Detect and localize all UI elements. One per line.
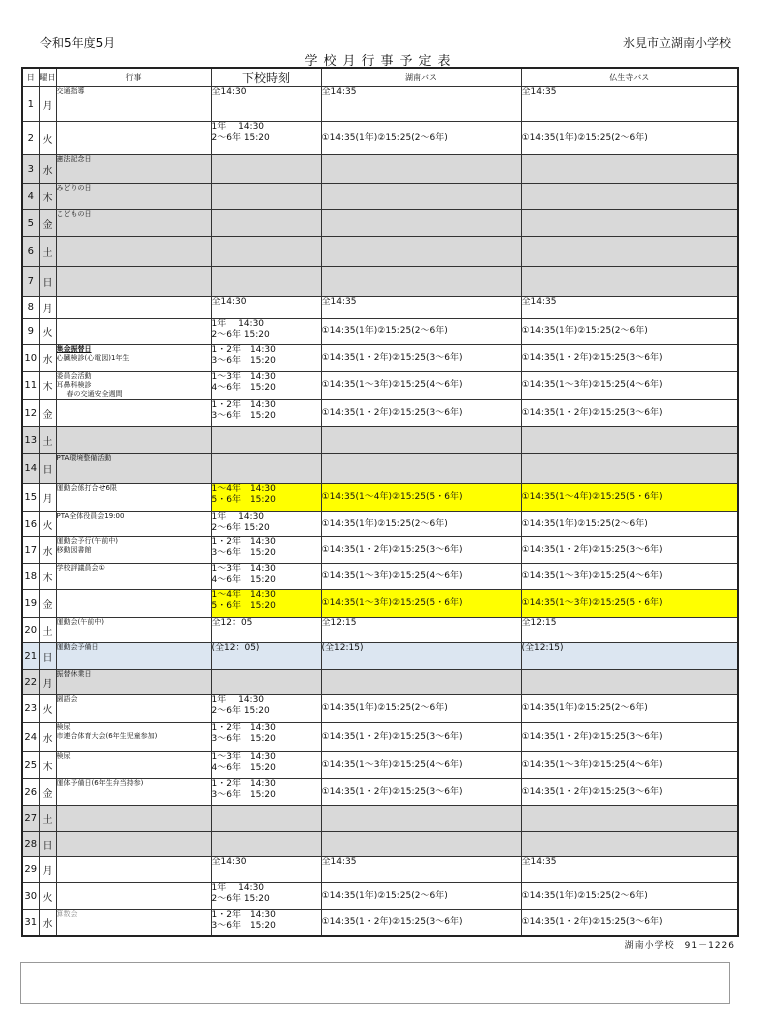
weekday-cell: 水 (39, 910, 56, 936)
bus-busshoji-cell: ①14:35(1～3年)②15:25(4～6年) (521, 752, 738, 779)
bus-busshoji-cell (521, 210, 738, 237)
weekday-cell: 火 (39, 695, 56, 723)
bus-konan-cell (321, 427, 521, 454)
bus-busshoji-cell: ①14:35(1・2年)②15:25(3～6年) (521, 779, 738, 806)
day-cell: 26 (22, 779, 39, 806)
weekday-cell: 金 (39, 400, 56, 427)
weekday-cell: 水 (39, 345, 56, 372)
event-cell (56, 910, 211, 936)
weekday-cell: 水 (39, 155, 56, 184)
day-cell: 12 (22, 400, 39, 427)
table-row (22, 512, 738, 537)
bus-konan-cell: ①14:35(1年)②15:25(2～6年) (321, 512, 521, 537)
weekday-cell: 土 (39, 618, 56, 643)
schedule-body (22, 87, 738, 936)
table-row (22, 752, 738, 779)
bus-busshoji-cell (521, 427, 738, 454)
col-event: 行事 (56, 68, 211, 87)
col-weekday: 曜日 (39, 68, 56, 87)
bus-busshoji-cell: 全12:15 (521, 618, 738, 643)
table-row (22, 723, 738, 752)
day-cell: 22 (22, 670, 39, 695)
weekday-cell: 火 (39, 883, 56, 910)
event-text: PTA環境整備活動 (56, 454, 112, 462)
dismissal-cell (211, 237, 321, 267)
event-text: 運体予備日(6年生弁当持参) (56, 779, 144, 787)
table-row (22, 400, 738, 427)
schedule-table (21, 67, 739, 937)
footer-note: 湖南小学校 91－1226 (624, 941, 735, 951)
table-row (22, 484, 738, 512)
dismissal-cell: 1～3年 14:30 4～6年 15:20 (211, 372, 321, 400)
table-row (22, 122, 738, 155)
table-row (22, 883, 738, 910)
weekday-cell: 日 (39, 832, 56, 857)
bus-konan-cell (321, 237, 521, 267)
weekday-cell: 水 (39, 723, 56, 752)
day-cell: 15 (22, 484, 39, 512)
bus-busshoji-cell: ①14:35(1年)②15:25(2～6年) (521, 122, 738, 155)
day-cell: 30 (22, 883, 39, 910)
table-row (22, 87, 738, 122)
bus-busshoji-cell: ①14:35(1・2年)②15:25(3～6年) (521, 537, 738, 564)
event-text: 心臓検診(心電図)1年生 (56, 354, 130, 362)
event-cell (56, 122, 211, 155)
bus-busshoji-cell: (全12:15) (521, 643, 738, 670)
table-row (22, 427, 738, 454)
dismissal-cell: 1年 14:30 2～6年 15:20 (211, 695, 321, 723)
bus-busshoji-cell: ①14:35(1・2年)②15:25(3～6年) (521, 400, 738, 427)
weekday-cell: 木 (39, 372, 56, 400)
event-text: 運動会予行(午前中) (56, 537, 118, 545)
weekday-cell: 木 (39, 564, 56, 590)
dismissal-cell (211, 832, 321, 857)
event-text: 検尿 (56, 723, 71, 731)
day-cell: 24 (22, 723, 39, 752)
bus-konan-cell: 全14:35 (321, 857, 521, 883)
bus-busshoji-cell: ①14:35(1～4年)②15:25(5・6年) (521, 484, 738, 512)
bus-konan-cell: (全12:15) (321, 643, 521, 670)
event-text: 算数会 (56, 910, 78, 918)
bus-busshoji-cell: ①14:35(1年)②15:25(2～6年) (521, 695, 738, 723)
dismissal-cell: 1～3年 14:30 4～6年 15:20 (211, 752, 321, 779)
col-day: 日 (22, 68, 39, 87)
event-cell (56, 454, 211, 484)
day-cell: 17 (22, 537, 39, 564)
bus-konan-cell (321, 155, 521, 184)
event-cell (56, 590, 211, 618)
dismissal-cell: 1年 14:30 2～6年 15:20 (211, 512, 321, 537)
dismissal-cell (211, 184, 321, 210)
weekday-cell: 木 (39, 752, 56, 779)
bus-konan-cell: ①14:35(1年)②15:25(2～6年) (321, 122, 521, 155)
weekday-cell: 月 (39, 297, 56, 319)
bus-busshoji-cell: ①14:35(1・2年)②15:25(3～6年) (521, 345, 738, 372)
bus-busshoji-cell: ①14:35(1年)②15:25(2～6年) (521, 319, 738, 345)
bus-konan-cell: ①14:35(1年)②15:25(2～6年) (321, 319, 521, 345)
dismissal-cell: 1・2年 14:30 3～6年 15:20 (211, 910, 321, 936)
dismissal-cell: 1・2年 14:30 3～6年 15:20 (211, 345, 321, 372)
bus-konan-cell (321, 670, 521, 695)
event-text: 運動会係打合せ6限 (56, 484, 117, 492)
dismissal-cell: 1・2年 14:30 3～6年 15:20 (211, 537, 321, 564)
day-cell: 16 (22, 512, 39, 537)
weekday-cell: 火 (39, 319, 56, 345)
bus-busshoji-cell: ①14:35(1年)②15:25(2～6年) (521, 883, 738, 910)
table-row (22, 832, 738, 857)
day-cell: 27 (22, 806, 39, 832)
bus-konan-cell: 全14:35 (321, 297, 521, 319)
day-cell: 8 (22, 297, 39, 319)
dismissal-cell: 1年 14:30 2～6年 15:20 (211, 883, 321, 910)
dismissal-cell (211, 210, 321, 237)
day-cell: 4 (22, 184, 39, 210)
event-text: 市連合体育大会(6年生児童参加) (56, 732, 158, 740)
table-row (22, 184, 738, 210)
event-cell (56, 512, 211, 537)
bus-busshoji-cell: ①14:35(1・2年)②15:25(3～6年) (521, 910, 738, 936)
table-row (22, 857, 738, 883)
weekday-cell: 水 (39, 537, 56, 564)
col-dismissal: 下校時刻 (211, 68, 321, 87)
table-row (22, 670, 738, 695)
bus-konan-cell (321, 267, 521, 297)
table-row (22, 806, 738, 832)
dismissal-cell: 1～4年 14:30 5・6年 15:20 (211, 590, 321, 618)
day-cell: 9 (22, 319, 39, 345)
day-cell: 10 (22, 345, 39, 372)
event-cell (56, 267, 211, 297)
dismissal-cell: 1年 14:30 2～6年 15:20 (211, 319, 321, 345)
event-cell (56, 155, 211, 184)
event-text: こどもの日 (56, 210, 92, 218)
event-cell (56, 184, 211, 210)
day-cell: 19 (22, 590, 39, 618)
table-row (22, 155, 738, 184)
bus-konan-cell: ①14:35(1・2年)②15:25(3～6年) (321, 723, 521, 752)
dismissal-cell (211, 454, 321, 484)
table-row (22, 537, 738, 564)
event-text: PTA全体役員会19:00 (56, 512, 125, 520)
bus-busshoji-cell (521, 267, 738, 297)
event-cell (56, 723, 211, 752)
bus-busshoji-cell (521, 237, 738, 267)
event-cell (56, 564, 211, 590)
event-cell (56, 883, 211, 910)
event-cell (56, 670, 211, 695)
table-row (22, 643, 738, 670)
weekday-cell: 木 (39, 184, 56, 210)
table-row (22, 454, 738, 484)
bus-konan-cell: ①14:35(1～4年)②15:25(5・6年) (321, 484, 521, 512)
weekday-cell: 月 (39, 484, 56, 512)
event-text: 運動会(午前中) (56, 618, 104, 626)
weekday-cell: 土 (39, 237, 56, 267)
event-cell (56, 372, 211, 400)
bus-busshoji-cell: 全14:35 (521, 857, 738, 883)
event-text: 運動会予備日 (56, 643, 99, 651)
weekday-cell: 金 (39, 779, 56, 806)
day-cell: 18 (22, 564, 39, 590)
bus-busshoji-cell (521, 670, 738, 695)
dismissal-cell (211, 427, 321, 454)
bus-busshoji-cell: ①14:35(1年)②15:25(2～6年) (521, 512, 738, 537)
bus-busshoji-cell (521, 806, 738, 832)
event-text: 耳鼻科検診 (56, 381, 92, 389)
bus-busshoji-cell (521, 184, 738, 210)
dismissal-cell: 1～4年 14:30 5・6年 15:20 (211, 484, 321, 512)
dismissal-cell (211, 155, 321, 184)
event-cell (56, 319, 211, 345)
weekday-cell: 金 (39, 590, 56, 618)
weekday-cell: 火 (39, 122, 56, 155)
event-cell (56, 345, 211, 372)
bus-busshoji-cell (521, 832, 738, 857)
table-row (22, 372, 738, 400)
event-cell (56, 643, 211, 670)
weekday-cell: 月 (39, 670, 56, 695)
bus-konan-cell (321, 832, 521, 857)
bus-konan-cell: ①14:35(1・2年)②15:25(3～6年) (321, 345, 521, 372)
day-cell: 21 (22, 643, 39, 670)
weekday-cell: 月 (39, 87, 56, 122)
dismissal-cell: 1・2年 14:30 3～6年 15:20 (211, 400, 321, 427)
event-text: 学校評議員会① (56, 564, 105, 572)
event-text: みどりの日 (56, 184, 92, 192)
table-row (22, 267, 738, 297)
dismissal-cell: 1年 14:30 2～6年 15:20 (211, 122, 321, 155)
day-cell: 7 (22, 267, 39, 297)
document-date: 令和5年度5月 (40, 36, 116, 50)
event-cell (56, 87, 211, 122)
event-text: 園語会 (56, 695, 78, 703)
document-title: 学校月行事予定表 (304, 54, 457, 69)
bus-busshoji-cell: ①14:35(1～3年)②15:25(4～6年) (521, 372, 738, 400)
bus-konan-cell: ①14:35(1・2年)②15:25(3～6年) (321, 400, 521, 427)
bus-busshoji-cell (521, 454, 738, 484)
weekday-cell: 土 (39, 806, 56, 832)
bus-konan-cell: 全14:35 (321, 87, 521, 122)
day-cell: 13 (22, 427, 39, 454)
event-cell (56, 400, 211, 427)
event-cell (56, 695, 211, 723)
event-cell (56, 832, 211, 857)
day-cell: 3 (22, 155, 39, 184)
weekday-cell: 日 (39, 267, 56, 297)
bus-konan-cell: ①14:35(1～3年)②15:25(4～6年) (321, 752, 521, 779)
table-row (22, 297, 738, 319)
weekday-cell: 日 (39, 454, 56, 484)
day-cell: 1 (22, 87, 39, 122)
event-cell (56, 857, 211, 883)
table-row (22, 590, 738, 618)
bus-konan-cell: ①14:35(1～3年)②15:25(4～6年) (321, 564, 521, 590)
dismissal-cell (211, 267, 321, 297)
bus-konan-cell: ①14:35(1年)②15:25(2～6年) (321, 883, 521, 910)
event-text: 委員会活動 (56, 372, 92, 380)
table-row (22, 910, 738, 936)
dismissal-cell: (全12：05) (211, 643, 321, 670)
dismissal-cell: 全14:30 (211, 87, 321, 122)
event-cell (56, 752, 211, 779)
day-cell: 31 (22, 910, 39, 936)
bus-konan-cell (321, 184, 521, 210)
event-text: 振替休業日 (56, 670, 92, 678)
bus-busshoji-cell (521, 155, 738, 184)
event-text: 検尿 (56, 752, 71, 760)
bus-konan-cell (321, 210, 521, 237)
event-text: 憲法記念日 (56, 155, 92, 163)
bus-konan-cell: ①14:35(1・2年)②15:25(3～6年) (321, 537, 521, 564)
dismissal-cell: 1～3年 14:30 4～6年 15:20 (211, 564, 321, 590)
table-row (22, 345, 738, 372)
day-cell: 5 (22, 210, 39, 237)
bus-konan-cell: ①14:35(1・2年)②15:25(3～6年) (321, 779, 521, 806)
bus-busshoji-cell: ①14:35(1～3年)②15:25(4～6年) (521, 564, 738, 590)
event-cell (56, 806, 211, 832)
day-cell: 11 (22, 372, 39, 400)
event-cell (56, 210, 211, 237)
day-cell: 28 (22, 832, 39, 857)
table-row (22, 618, 738, 643)
dismissal-cell (211, 806, 321, 832)
bus-busshoji-cell: ①14:35(1～3年)②15:25(5・6年) (521, 590, 738, 618)
weekday-cell: 金 (39, 210, 56, 237)
dismissal-cell: 全12：05 (211, 618, 321, 643)
event-text: 移動図書館 (56, 546, 92, 554)
day-cell: 20 (22, 618, 39, 643)
dismissal-cell: 1・2年 14:30 3～6年 15:20 (211, 723, 321, 752)
day-cell: 23 (22, 695, 39, 723)
table-row (22, 695, 738, 723)
table-row (22, 319, 738, 345)
day-cell: 25 (22, 752, 39, 779)
bus-konan-cell: ①14:35(1～3年)②15:25(4～6年) (321, 372, 521, 400)
event-cell (56, 297, 211, 319)
event-cell (56, 779, 211, 806)
event-text: 集金振替日 (56, 345, 92, 353)
dismissal-cell: 全14:30 (211, 297, 321, 319)
event-cell (56, 427, 211, 454)
table-row (22, 237, 738, 267)
event-text: 春の交通安全週間 (66, 390, 123, 398)
school-name: 氷見市立湖南小学校 (622, 36, 731, 50)
col-bus-konan: 湖南バス (321, 68, 521, 87)
bus-konan-cell: ①14:35(1・2年)②15:25(3～6年) (321, 910, 521, 936)
bus-busshoji-cell: 全14:35 (521, 87, 738, 122)
table-row (22, 564, 738, 590)
bus-busshoji-cell: 全14:35 (521, 297, 738, 319)
bus-konan-cell: ①14:35(1～3年)②15:25(5・6年) (321, 590, 521, 618)
dismissal-cell (211, 670, 321, 695)
weekday-cell: 月 (39, 857, 56, 883)
day-cell: 29 (22, 857, 39, 883)
bus-busshoji-cell: ①14:35(1・2年)②15:25(3～6年) (521, 723, 738, 752)
event-cell (56, 237, 211, 267)
bus-konan-cell: ①14:35(1年)②15:25(2～6年) (321, 695, 521, 723)
table-row (22, 779, 738, 806)
col-bus-busshoji: 仏生寺バス (521, 68, 738, 87)
bus-konan-cell (321, 454, 521, 484)
dismissal-cell: 1・2年 14:30 3～6年 15:20 (211, 779, 321, 806)
day-cell: 14 (22, 454, 39, 484)
weekday-cell: 火 (39, 512, 56, 537)
event-cell (56, 537, 211, 564)
day-cell: 2 (22, 122, 39, 155)
table-row (22, 210, 738, 237)
day-cell: 6 (22, 237, 39, 267)
weekday-cell: 土 (39, 427, 56, 454)
event-text: 交通指導 (56, 87, 85, 95)
header-row (22, 68, 738, 87)
bus-konan-cell (321, 806, 521, 832)
dismissal-cell: 全14:30 (211, 857, 321, 883)
event-cell (56, 484, 211, 512)
event-cell (56, 618, 211, 643)
weekday-cell: 日 (39, 643, 56, 670)
notes-box (20, 962, 730, 1004)
bus-konan-cell: 全12:15 (321, 618, 521, 643)
